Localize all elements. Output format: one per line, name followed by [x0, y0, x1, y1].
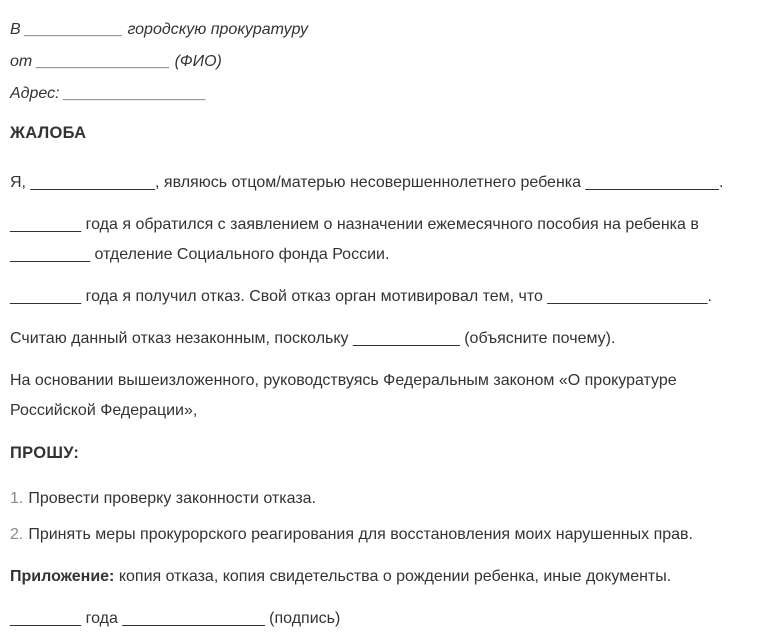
- header-recipient-line: В ___________ городскую прокуратуру: [10, 21, 309, 38]
- legal-basis-line-1: На основании вышеизложенного, руководствуясь Федеральным законом «О прокуратуре: [10, 372, 677, 389]
- paragraph-intro: [10, 168, 752, 198]
- paragraph-legal-basis: [10, 366, 752, 426]
- document-title: ЖАЛОБА: [10, 124, 87, 142]
- application-line-2: _________ отделение Социального фонда России.: [10, 246, 390, 263]
- signature-line: ________ года ________________ (подпись): [10, 610, 341, 627]
- refusal-line: ________ года я получил отказ. Свой отказ орган мотивировал тем, что __________________.: [10, 288, 712, 305]
- request-item-1: [10, 484, 752, 514]
- request-item-2-number: 2.: [10, 526, 24, 543]
- header-address-line: Адрес: ________________: [10, 85, 207, 102]
- paragraph-opinion: [10, 324, 752, 354]
- request-heading: ПРОШУ:: [10, 444, 80, 462]
- request-item-2-text: Принять меры прокурорского реагирования для восстановления моих нарушенных прав.: [28, 526, 693, 543]
- paragraph-refusal: [10, 282, 752, 312]
- application-line-1: ________ года я обратился с заявлением о назначении ежемесячного пособия на ребенка в: [10, 216, 699, 233]
- attachment-text: копия отказа, копия свидетельства о рождении ребенка, иные документы.: [118, 568, 672, 585]
- intro-line: Я, ______________, являюсь отцом/матерью несовершеннолетнего ребенка _______________.: [10, 174, 724, 191]
- request-item-2: [10, 520, 752, 550]
- header-from-line: от _______________ (ФИО): [10, 53, 222, 70]
- request-item-1-number: 1.: [10, 490, 24, 507]
- attachment-label: Приложение:: [10, 568, 115, 585]
- opinion-line: Считаю данный отказ незаконным, поскольку ____________ (объясните почему).: [10, 330, 616, 347]
- request-item-1-text: Провести проверку законности отказа.: [28, 490, 316, 507]
- paragraph-application: [10, 210, 752, 270]
- attachment-line: [10, 562, 752, 592]
- legal-basis-line-2: Российской Федерации»,: [10, 402, 198, 419]
- document-header: [10, 14, 752, 110]
